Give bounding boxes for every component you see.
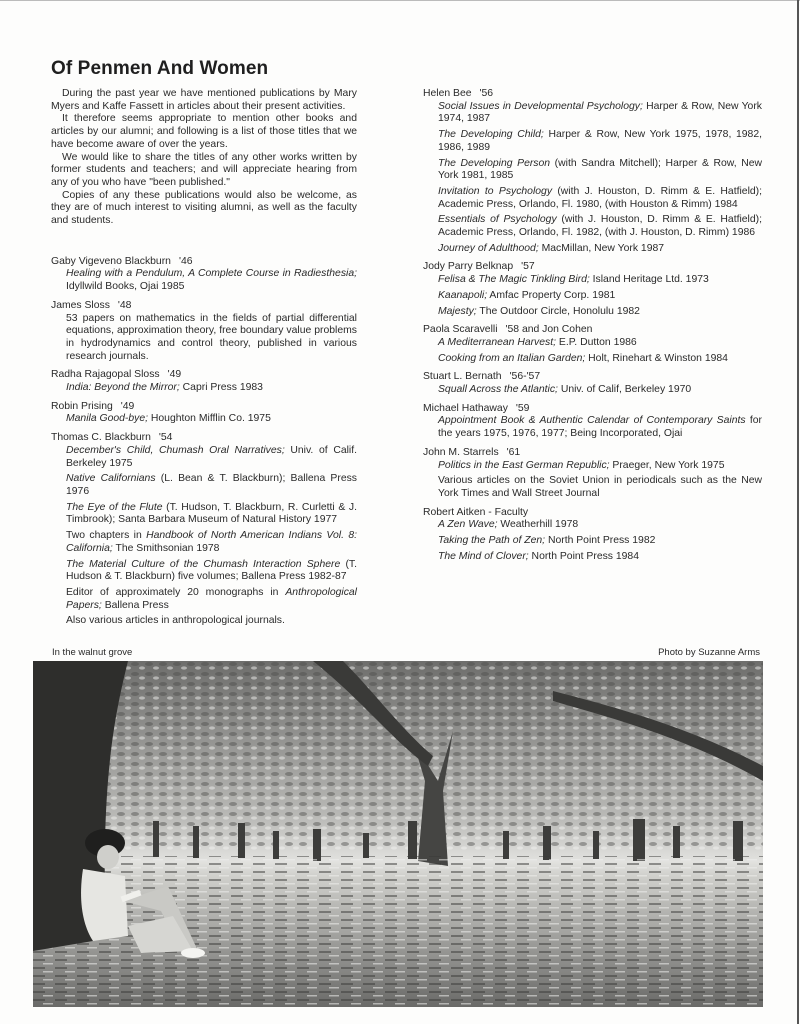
publication-entry (51, 432, 357, 628)
photo-caption: In the walnut grove (52, 647, 133, 658)
work-title: The Mind of Clover; (438, 550, 529, 562)
publication-entry (423, 324, 762, 365)
intro-paragraph: It therefore seems appropriate to mention other books and articles by our alumni; and following is a list of those titles that we have become aware of over the years. (51, 113, 357, 150)
work-title: Manila Good-bye; (66, 413, 149, 425)
author-line (423, 324, 762, 337)
work-publisher: (T. Hudson & T. Blackburn) five volumes; Ballena Press 1982-87 (66, 558, 357, 583)
publication-entry (423, 447, 762, 501)
work-title: December's Child, Chumash Oral Narratives; (66, 444, 285, 456)
work-publisher: E.P. Dutton 1986 (556, 336, 637, 348)
class-year: '58 and Jon Cohen (505, 324, 593, 336)
work-title: Politics in the East German Republic; (438, 459, 610, 471)
work-citation (438, 274, 762, 287)
class-year: '49 (167, 369, 182, 381)
author-line (423, 261, 762, 274)
author-line (423, 371, 762, 384)
publication-entry (51, 369, 357, 394)
work-citation (438, 519, 762, 532)
author-name: Robert Aitken - Faculty (423, 506, 529, 518)
walnut-grove-illustration (33, 661, 763, 1007)
work-prefix: Two chapters in (66, 530, 147, 542)
work-citation (66, 530, 357, 555)
author-name: Radha Rajagopal Sloss (51, 369, 160, 381)
work-publisher: for the years 1975, 1976, 1977; Being Incorporated, Ojai (438, 415, 762, 440)
author-name: Gaby Vigeveno Blackburn (51, 255, 171, 267)
publication-entry (423, 507, 762, 564)
work-title: Squall Across the Atlantic; (438, 384, 558, 396)
page-top-edge (0, 0, 800, 1)
author-line (51, 300, 357, 313)
work-publisher: (with J. Houston, D. Rimm & E. Hatfield); Academic Press, Orlando, Fl. 1980, (with Houston & Rimm) 1984 (438, 185, 762, 210)
work-citation (66, 502, 357, 527)
author-name: James Sloss (51, 299, 110, 311)
work-citation (66, 268, 357, 293)
work-title: Appointment Book & Authentic Calendar of Contemporary Saints (438, 415, 746, 427)
work-title: Invitation to Psychology (438, 185, 553, 197)
intro-text (51, 88, 357, 228)
work-title: India: Beyond the Mirror; (66, 382, 180, 394)
author-line (423, 447, 762, 460)
work-publisher: Univ. of Calif, Berkeley 1970 (557, 384, 692, 396)
work-citation (66, 413, 357, 426)
work-publisher: Capri Press 1983 (179, 382, 263, 394)
work-title: Taking the Path of Zen; (438, 535, 546, 547)
work-citation (438, 535, 762, 548)
intro-paragraph: We would like to share the titles of any other works written by former students and teachers; and will appreciate hearing from any of you who have "been published." (51, 151, 357, 188)
work-publisher: North Point Press 1984 (528, 550, 639, 562)
right-column (423, 88, 762, 570)
work-title: Anthropological Papers; (66, 586, 357, 611)
work-publisher: The Smithsonian 1978 (112, 542, 220, 554)
work-title: A Zen Wave; (438, 519, 498, 531)
author-line (423, 403, 762, 416)
work-citation (438, 415, 762, 440)
work-publisher: Weatherhill 1978 (497, 519, 579, 531)
work-title: Cooking from an Italian Garden; (438, 352, 586, 364)
work-publisher: Ballena Press (101, 599, 169, 611)
work-title: Native Californians (66, 473, 156, 485)
work-citation (66, 313, 357, 364)
class-year: '56-'57 (509, 371, 541, 383)
work-publisher: North Point Press 1982 (545, 535, 656, 547)
author-line (423, 507, 762, 520)
work-publisher: Island Heritage Ltd. 1973 (589, 274, 709, 286)
author-line (51, 401, 357, 414)
walnut-grove-photo (33, 661, 763, 1007)
work-title: The Eye of the Flute (66, 501, 163, 513)
work-publisher: Harper & Row, New York 1974, 1987 (438, 100, 762, 125)
work-publisher: Praeger, New York 1975 (609, 459, 725, 471)
work-prefix: Editor of approximately 20 monographs in (66, 586, 286, 598)
author-name: Paola Scaravelli (423, 324, 498, 336)
intro-paragraph: During the past year we have mentioned publications by Mary Myers and Kaffe Fassett in articles about their present activities. (51, 88, 357, 112)
class-year: '59 (515, 402, 530, 414)
work-title: The Developing Person (438, 157, 551, 169)
work-citation (438, 101, 762, 126)
work-citation (66, 559, 357, 584)
work-publisher: Idyllwild Books, Ojai 1985 (66, 281, 185, 293)
class-year: '61 (506, 446, 521, 458)
work-publisher: Harper & Row, New York 1975, 1978, 1982, 1986, 1989 (438, 129, 762, 153)
author-name: Robin Prising (51, 400, 113, 412)
work-citation (438, 306, 762, 319)
work-title: Healing with a Pendulum, A Complete Course in Radiesthesia; (66, 268, 357, 280)
work-title: Handbook of North American Indians Vol. 8: California; (66, 530, 357, 554)
publication-entry (423, 261, 762, 318)
work-citation (438, 290, 762, 303)
work-title: Journey of Adulthood; (438, 242, 539, 254)
publication-entry (51, 256, 357, 294)
work-publisher: Houghton Mifflin Co. 1975 (148, 413, 271, 425)
work-title: Essentials of Psychology (438, 214, 557, 226)
work-citation (438, 384, 762, 397)
work-citation (66, 382, 357, 395)
work-citation (438, 243, 762, 256)
intro-paragraph: Copies of any these publications would also be welcome, as they are of much interest to visiting alumni, as well as the faculty and students. (51, 189, 357, 227)
publication-list-left (51, 256, 357, 628)
work-citation (66, 615, 357, 628)
work-citation (438, 337, 762, 350)
publication-entry (51, 401, 357, 426)
work-citation (438, 551, 762, 564)
class-year: '48 (117, 299, 132, 311)
work-title: Felisa & The Magic Tinkling Bird; (438, 274, 590, 286)
class-year: '56 (479, 88, 494, 99)
work-title: Majesty; (438, 305, 477, 317)
work-citation (438, 353, 762, 366)
work-publisher: The Outdoor Circle, Honolulu 1982 (476, 305, 640, 317)
work-title: Social Issues in Developmental Psychology; (438, 100, 643, 112)
class-year: '49 (120, 400, 135, 412)
work-title: The Material Culture of the Chumash Interaction Sphere (66, 558, 341, 570)
publication-entry (423, 371, 762, 396)
article-title: Of Penmen And Women (51, 58, 269, 79)
publication-entry (423, 403, 762, 441)
work-title: The Developing Child; (438, 129, 544, 141)
work-citation (438, 129, 762, 154)
page-right-edge (797, 0, 799, 1024)
publication-entry (51, 300, 357, 364)
work-citation (438, 158, 762, 183)
work-citation (66, 445, 357, 470)
work-publisher: Also various articles in anthropological journals. (66, 615, 285, 627)
photo-credit: Photo by Suzanne Arms (658, 647, 760, 658)
work-citation (438, 475, 762, 500)
work-publisher: Univ. of Calif. Berkeley 1975 (66, 444, 357, 469)
author-name: Stuart L. Bernath (423, 371, 502, 383)
publication-list-right (423, 88, 762, 564)
work-publisher: MacMillan, New York 1987 (538, 242, 665, 254)
class-year: '57 (521, 261, 535, 273)
work-citation (438, 460, 762, 473)
author-name: John M. Starrels (423, 446, 499, 458)
work-publisher: (with J. Houston, D. Rimm & E. Hatfield); Academic Press, Orlando, Fl. 1982, (with J. Houston, D. Rimm) 1986 (438, 214, 762, 239)
work-publisher: Various articles on the Soviet Union in periodicals such as the New York Times and Wall Street Journal (438, 475, 762, 499)
work-citation (438, 214, 762, 239)
class-year: '46 (178, 255, 193, 267)
work-publisher: Holt, Rinehart & Winston 1984 (585, 352, 728, 364)
work-publisher: Amfac Property Corp. 1981 (487, 289, 616, 301)
work-publisher: (with Sandra Mitchell); Harper & Row, New York 1981, 1985 (438, 157, 762, 182)
author-line (51, 369, 357, 382)
author-line (423, 88, 762, 101)
class-year: '54 (158, 432, 173, 444)
work-citation (66, 587, 357, 612)
author-line (51, 256, 357, 269)
work-publisher: (T. Hudson, T. Blackburn, R. Curletti & J. Timbrook); Santa Barbara Museum of Natural History 1977 (66, 501, 357, 526)
author-line (51, 432, 357, 445)
left-column (51, 88, 357, 634)
work-publisher: (L. Bean & T. Blackburn); Ballena Press 1976 (66, 473, 357, 497)
work-title: A Mediterranean Harvest; (438, 336, 557, 348)
work-title: Kaanapoli; (438, 289, 488, 301)
publication-entry (423, 88, 762, 255)
author-name: Helen Bee (423, 88, 472, 99)
author-name: Jody Parry Belknap (423, 261, 514, 273)
work-publisher: 53 papers on mathematics in the fields of partial differential equations, approximation theory, free boundary value problems in hydrodynamics and control theory, published in various research journals. (66, 312, 357, 362)
author-name: Thomas C. Blackburn (51, 432, 151, 444)
author-name: Michael Hathaway (423, 402, 508, 414)
work-citation (438, 186, 762, 211)
work-citation (66, 473, 357, 498)
